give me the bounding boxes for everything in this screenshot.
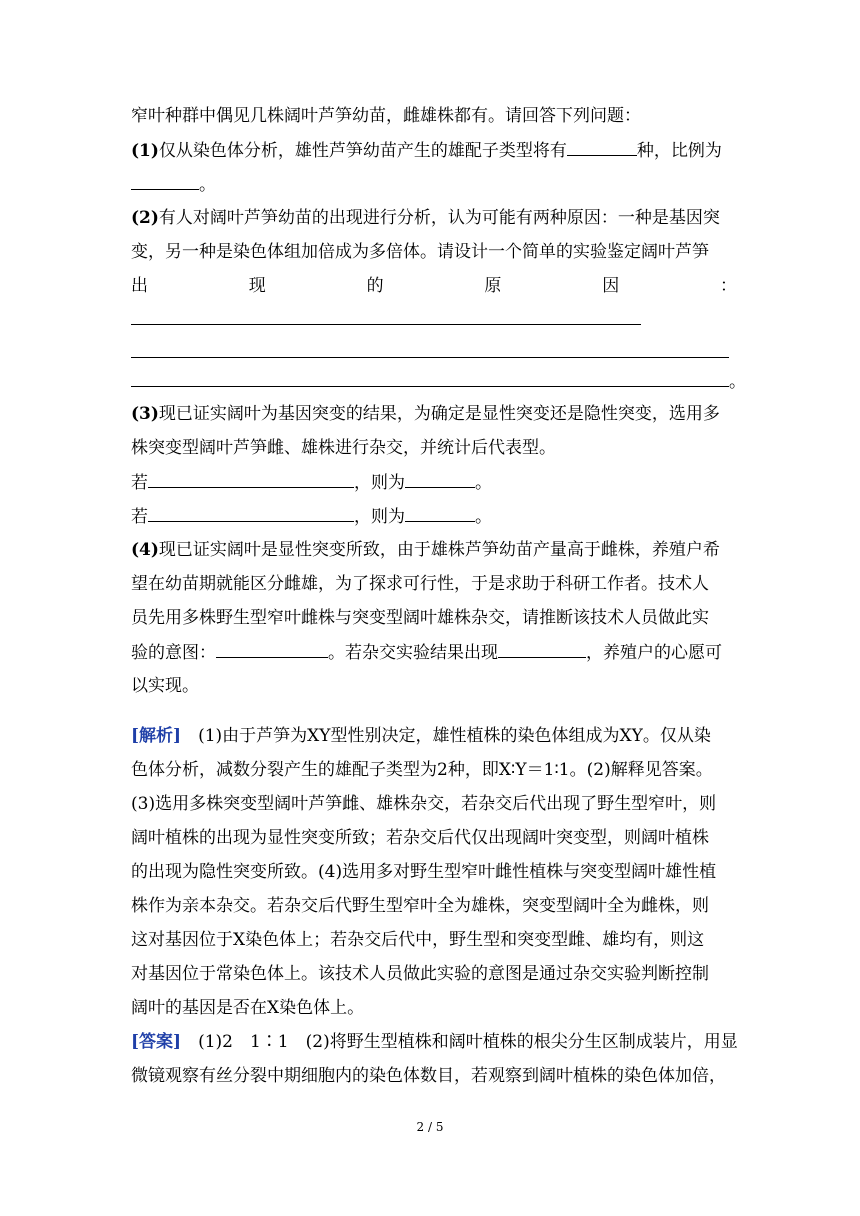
q2-answer-rule-3 <box>131 386 729 387</box>
q3-if-1: 若 <box>131 473 148 493</box>
q1-text-b: 种，比例为 <box>636 141 722 161</box>
q3-text-1: 现已证实阔叶为基因突变的结果，为确定是显性突变还是隐性突变，选用多 <box>158 404 720 424</box>
q1-number: (1) <box>131 141 159 161</box>
q4-text-4c: ，养殖户的心愿可 <box>586 643 722 663</box>
q3-then-1: ，则为 <box>354 473 405 493</box>
analysis-text-5: 的出现为隐性突变所致。(4)选用多对野生型窄叶雌性植株与突变型阔叶雄性植 <box>131 862 717 882</box>
intro-text: 窄叶种群中偶见几株阔叶芦笋幼苗，雌雄株都有。请回答下列问题： <box>131 106 641 126</box>
analysis-line-4 <box>131 826 737 850</box>
q4-line-5 <box>131 674 737 698</box>
q2-answer-rule-2 <box>131 357 729 358</box>
q3-line-2 <box>131 436 737 460</box>
q1-line-2 <box>131 172 737 197</box>
analysis-text-2: 色体分析，减数分裂产生的雄配子类型为2种，即X∶Y＝1∶1。(2)解释见答案。 <box>131 760 713 780</box>
answer-line-2 <box>131 1064 737 1088</box>
q4-line-3 <box>131 606 737 630</box>
analysis-line-1 <box>131 724 737 748</box>
answer-tag: [答案] <box>131 1032 199 1052</box>
q4-line-2 <box>131 572 737 596</box>
q2-line-3 <box>131 274 737 298</box>
q3-if-2: 若 <box>131 507 148 527</box>
q4-line-1 <box>131 538 737 562</box>
q3-number: (3) <box>131 404 159 424</box>
q2-line-1 <box>131 206 737 230</box>
q3-text-2: 株突变型阔叶芦笋雌、雄株进行杂交，并统计后代表型。 <box>131 438 556 458</box>
page-number <box>0 1120 860 1134</box>
q3-blank-2 <box>405 470 475 488</box>
intro-line <box>131 104 737 128</box>
analysis-line-7 <box>131 928 737 952</box>
q2-char-4: 原 <box>484 276 502 296</box>
analysis-line-3 <box>131 792 737 816</box>
q4-blank-2 <box>498 640 586 658</box>
q3-then-2: ，则为 <box>354 507 405 527</box>
q3-blank-1 <box>148 470 354 488</box>
answer-text-1: (1)2 1∶1 (2)将野生型植株和阔叶植株的根尖分生区制成装片，用显 <box>198 1032 738 1052</box>
q2-number: (2) <box>131 208 159 228</box>
q1-text-a: 仅从染色体分析，雄性芦笋幼苗产生的雄配子类型将有 <box>158 141 567 161</box>
q2-end-mark <box>729 370 749 394</box>
q4-text-4a: 验的意图： <box>131 643 216 663</box>
q2-line-2 <box>131 240 737 264</box>
q4-number: (4) <box>131 540 159 560</box>
q4-text-5: 以实现。 <box>131 676 199 696</box>
analysis-text-6: 株作为亲本杂交。若杂交后代野生型窄叶全为雄株，突变型阔叶全为雌株，则 <box>131 896 709 916</box>
q3-blank-3 <box>148 504 354 522</box>
analysis-line-2 <box>131 758 737 782</box>
analysis-line-8 <box>131 962 737 986</box>
analysis-text-3: (3)选用多株突变型阔叶芦笋雌、雄株杂交，若杂交后代出现了野生型窄叶，则 <box>131 794 717 814</box>
q2-char-1: 出 <box>131 276 148 296</box>
q1-text-c: 。 <box>199 175 216 195</box>
q3-line-1 <box>131 402 737 426</box>
q2-end-text: 。 <box>729 372 746 392</box>
analysis-text-4: 阔叶植株的出现为显性突变所致；若杂交后代仅出现阔叶突变型，则阔叶植株 <box>131 828 709 848</box>
q3-case-2 <box>131 504 737 529</box>
q4-text-1: 现已证实阔叶是显性突变所致，由于雄株芦笋幼苗产量高于雌株，养殖户希 <box>158 540 720 560</box>
q2-text-2: 变，另一种是染色体组加倍成为多倍体。请设计一个简单的实验鉴定阔叶芦笋 <box>131 242 709 262</box>
analysis-line-5 <box>131 860 737 884</box>
q3-end-2: 。 <box>475 507 492 527</box>
analysis-line-9 <box>131 996 737 1020</box>
analysis-line-6 <box>131 894 737 918</box>
q2-char-2: 现 <box>248 276 266 296</box>
answer-text-2: 微镜观察有丝分裂中期细胞内的染色体数目，若观察到阔叶植株的染色体加倍， <box>131 1066 726 1086</box>
answer-line-1 <box>131 1030 737 1054</box>
page-number-text: 2 / 5 <box>416 1120 444 1134</box>
analysis-text-1: (1)由于芦笋为XY型性别决定，雄性植株的染色体组成为XY。仅从染 <box>198 726 711 746</box>
q4-line-4 <box>131 640 737 665</box>
q4-text-3: 员先用多株野生型窄叶雌株与突变型阔叶雄株杂交，请推断该技术人员做此实 <box>131 608 709 628</box>
q2-char-3: 的 <box>366 276 384 296</box>
q1-line-1 <box>131 138 737 163</box>
q1-blank-1 <box>567 138 637 156</box>
q2-char-5: 因 <box>602 276 620 296</box>
q4-text-4b: 。若杂交实验结果出现 <box>328 643 498 663</box>
q2-answer-rule-1 <box>131 324 641 325</box>
q1-blank-2 <box>131 172 199 190</box>
q4-text-2: 望在幼苗期就能区分雌雄，为了探求可行性，于是求助于科研工作者。技术人 <box>131 574 709 594</box>
analysis-tag: [解析] <box>131 726 199 746</box>
q2-char-6: ： <box>719 276 737 296</box>
analysis-text-8: 对基因位于常染色体上。该技术人员做此实验的意图是通过杂交实验判断控制 <box>131 964 709 984</box>
q2-text-1: 有人对阔叶芦笋幼苗的出现进行分析，认为可能有两种原因：一种是基因突 <box>158 208 720 228</box>
analysis-text-9: 阔叶的基因是否在X染色体上。 <box>131 998 365 1018</box>
q3-end-1: 。 <box>475 473 492 493</box>
q3-blank-4 <box>405 504 475 522</box>
analysis-text-7: 这对基因位于X染色体上；若杂交后代中，野生型和突变型雌、雄均有，则这 <box>131 930 705 950</box>
q3-case-1 <box>131 470 737 495</box>
q4-blank-1 <box>216 640 328 658</box>
